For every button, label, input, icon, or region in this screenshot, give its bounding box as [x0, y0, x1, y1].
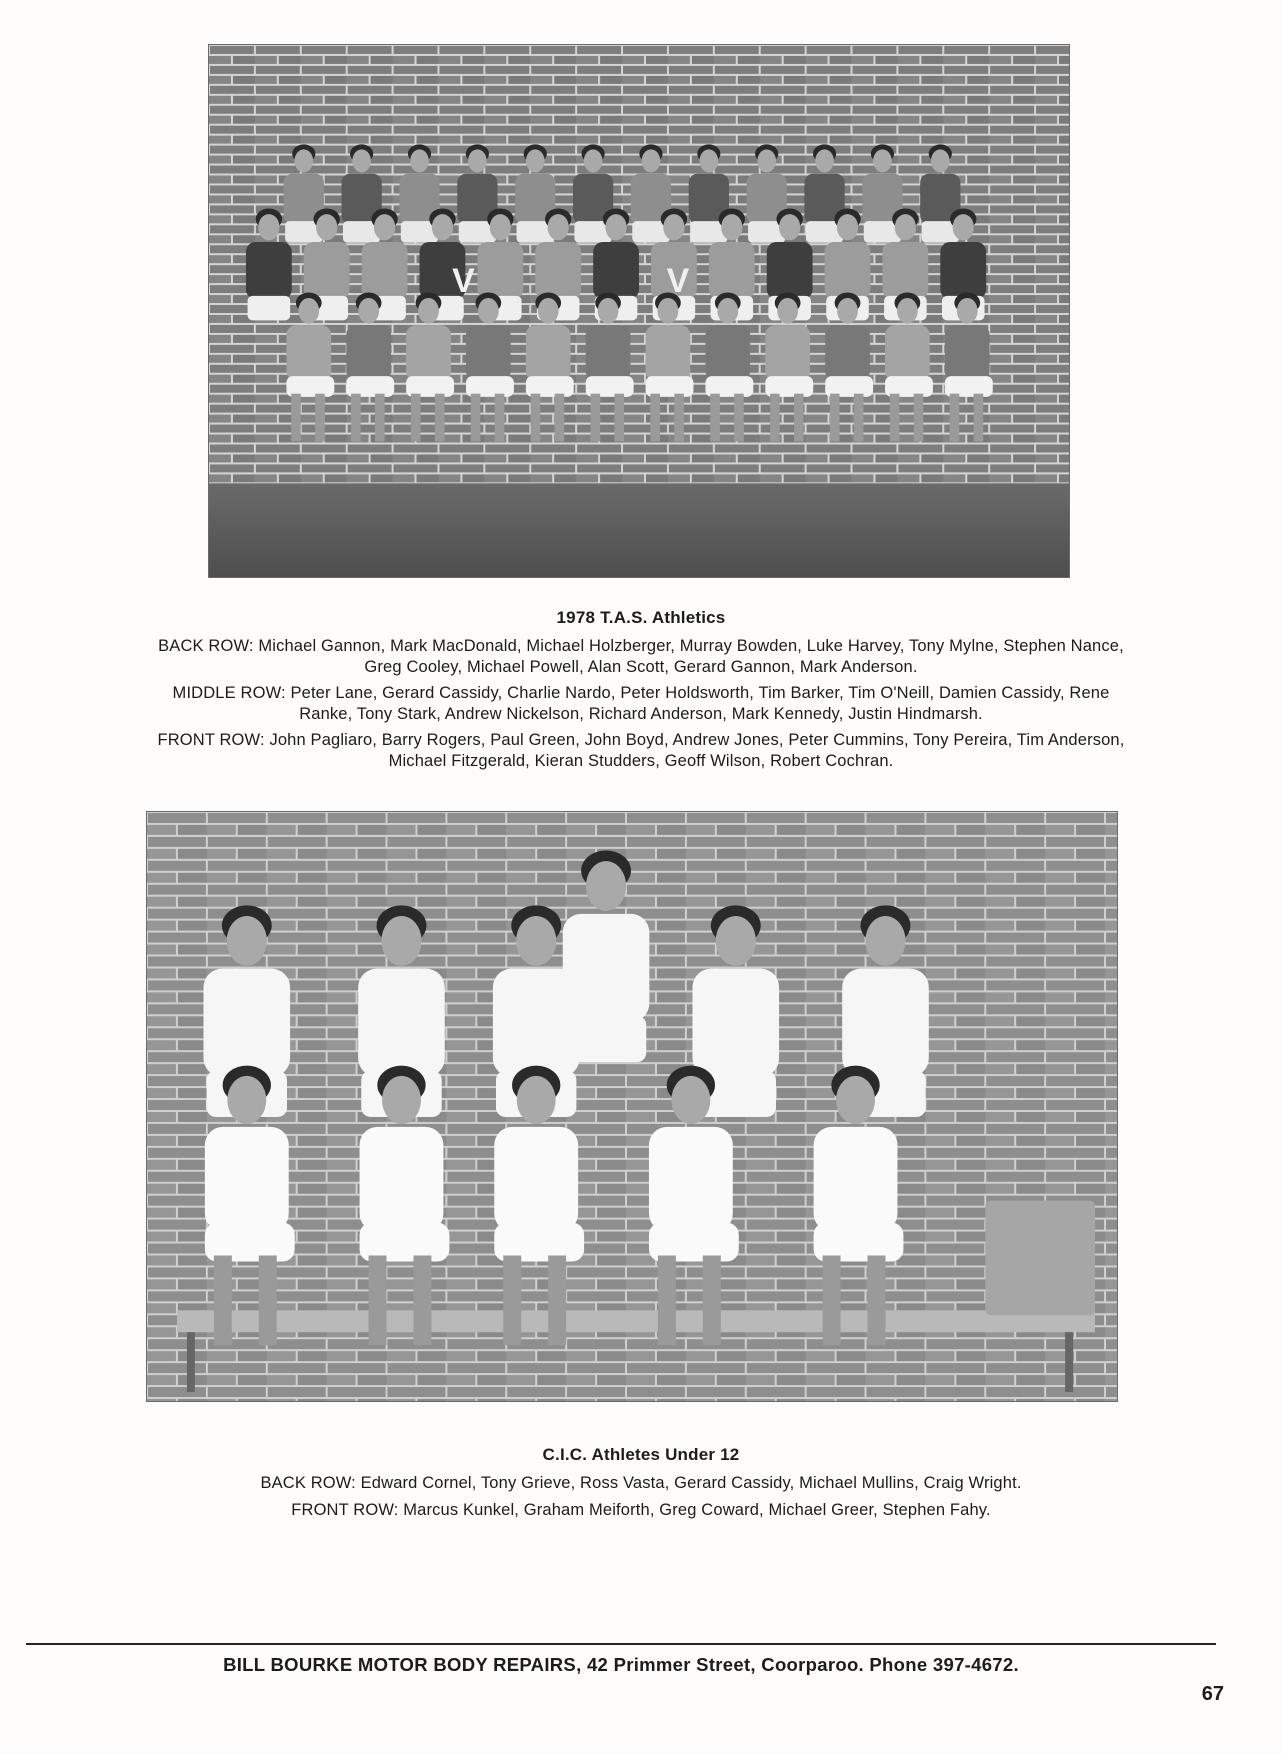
photo2-caption [40, 1445, 1242, 1527]
photo2-caption-title: C.I.C. Athletes Under 12 [542, 1445, 740, 1464]
photo1-middle-row-line-1: MIDDLE ROW: Peter Lane, Gerard Cassidy, Charlie Nardo, Peter Holdsworth, Tim Barker, Tim O'Neill, Damien Cassidy, Rene [172, 684, 1110, 702]
photo2-back-row-line: BACK ROW: Edward Cornel, Tony Grieve, Ross Vasta, Gerard Cassidy, Michael Mullins, Craig Wright. [260, 1474, 1022, 1492]
page-number: 67 [1201, 1683, 1224, 1705]
footer-divider [26, 1643, 1216, 1645]
jersey-letter: V [452, 262, 475, 301]
team-photo-1978-image [209, 45, 1069, 577]
photo1-back-row-line-2: Greg Cooley, Michael Powell, Alan Scott, Gerard Gannon, Mark Anderson. [364, 658, 918, 676]
team-photo-cic-image [147, 812, 1117, 1401]
jersey-letter: V [666, 262, 690, 301]
photo1-caption-title: 1978 T.A.S. Athletics [556, 608, 726, 627]
footer-advertisement: BILL BOURKE MOTOR BODY REPAIRS, 42 Primmer Street, Coorparoo. Phone 397-4672. [223, 1654, 1019, 1675]
photo1-caption [40, 608, 1242, 777]
team-photo-cic-under-12 [146, 811, 1118, 1402]
photo1-front-row-line-2: Michael Fitzgerald, Kieran Studders, Geoff Wilson, Robert Cochran. [388, 752, 894, 770]
photo1-back-row-line-1: BACK ROW: Michael Gannon, Mark MacDonald, Michael Holzberger, Murray Bowden, Luke Harvey, Tony Mylne, Stephen Nance, [158, 637, 1124, 655]
team-photo-1978-tas-athletics [208, 44, 1070, 578]
photo2-front-row-line: FRONT ROW: Marcus Kunkel, Graham Meiforth, Greg Coward, Michael Greer, Stephen Fahy. [291, 1501, 991, 1519]
photo1-front-row-line-1: FRONT ROW: John Pagliaro, Barry Rogers, Paul Green, John Boyd, Andrew Jones, Peter Cummins, Tony Pereira, Tim Anderson, [157, 731, 1125, 749]
photo1-middle-row-line-2: Ranke, Tony Stark, Andrew Nickelson, Richard Anderson, Mark Kennedy, Justin Hindmarsh. [299, 705, 983, 723]
